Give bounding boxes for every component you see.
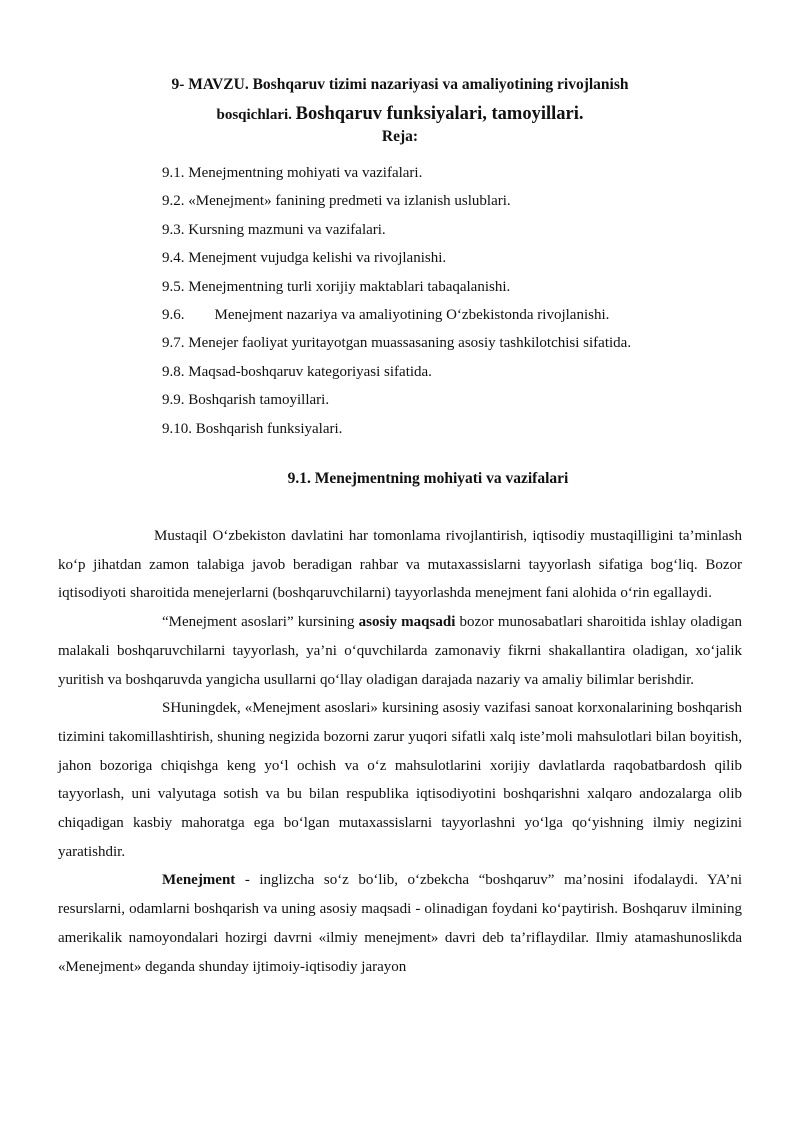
plan-item xyxy=(162,305,631,333)
section-heading: 9.1. Menejmentning mohiyati va vazifalari xyxy=(287,470,569,487)
plan-item xyxy=(162,248,631,276)
plan-item-number: 9.8. xyxy=(162,363,185,380)
topic-subtitle-small: bosqichlari. xyxy=(216,107,296,123)
plan-item-number: 9.9. xyxy=(162,392,185,409)
plan-item-number: 9.4. xyxy=(162,250,185,267)
plan-item xyxy=(162,220,631,248)
paragraph-text: “Menejment asoslari” kursining xyxy=(162,614,359,631)
topic-subtitle-large: Boshqaruv funksiyalari, tamoyillari. xyxy=(295,104,584,124)
plan-item-number: 9.10. xyxy=(162,420,192,437)
plan-item xyxy=(162,419,631,447)
bold-term: Menejment xyxy=(162,872,236,889)
plan-item-text: Kursning mazmuni va vazifalari. xyxy=(188,221,386,238)
plan-item xyxy=(162,362,631,390)
paragraph: SHuningdek, «Menejment asoslari» kursining asosiy vazifasi sanoat korxonalarining boshqarish tizimini takomillashtirish, shuning negizida bozorni zarur yuqori sifatli xalq iste’moli mahsulotlari bilan boyitish, jahon bozoriga chiqishga keng yo‘l ochish va o‘z mahsulotlarini xorijiy davlatlarda raqobatbardosh qilib tayyorlash, uni valyutaga sotish va bu bilan respublika iqtisodiyotini boshqarishni xalqaro andozalarga olib chiqadigan kasbiy mahoratga ega bo‘lgan mutaxassislarni tayyorlashni yo‘lga qo‘yishning ilmiy negizini yaratishdir. xyxy=(58,700,742,860)
topic-subtitle xyxy=(0,104,800,125)
plan-item-text: Boshqarish tamoyillari. xyxy=(188,392,330,409)
plan-item-text: Menejmentning turli xorijiy maktablari tabaqalanishi. xyxy=(188,278,511,295)
plan-item-text: Menejment nazariya va amaliyotining O‘zbekistonda rivojlanishi. xyxy=(214,306,610,323)
plan-item xyxy=(162,191,631,219)
paragraph: Mustaqil O‘zbekiston davlatini har tomonlama rivojlantirish, iqtisodiy mustaqilligini ta’minlash ko‘p jihatdan zamon talabiga javob beradigan rahbar va mutaxassislarni tayyorlash sifatiga bog‘liq. Bozor iqtisodiyoti sharoitida menejerlarni (boshqaruvchilarni) tayyorlashda menejment fani alohida o‘rin egallaydi. xyxy=(58,528,742,602)
plan-item-number: 9.7. xyxy=(162,335,185,352)
plan-item xyxy=(162,333,631,361)
plan-item-number: 9.2. xyxy=(162,193,185,210)
plan-item-text: Menejer faoliyat yuritayotgan muassasaning asosiy tashkilotchisi sifatida. xyxy=(188,335,632,352)
plan-item-text: Boshqarish funksiyalari. xyxy=(195,420,343,437)
plan-item xyxy=(162,390,631,418)
plan-item-text: Maqsad-boshqaruv kategoriyasi sifatida. xyxy=(188,363,432,380)
plan-heading: Reja: xyxy=(381,128,419,145)
plan-item-number: 9.5. xyxy=(162,278,185,295)
plan-list xyxy=(162,163,631,447)
plan-item-number: 9.3. xyxy=(162,221,185,238)
plan-item-number: 9.1. xyxy=(162,165,185,181)
bold-term: asosiy maqsadi xyxy=(358,614,456,631)
plan-item xyxy=(162,277,631,305)
paragraph-text: - inglizcha so‘z bo‘lib, o‘zbekcha “boshqaruv” ma’nosini ifodalaydi. YA’ni resurslarni, odamlarni boshqarish va uning asosiy maqsadi - olinadigan foydani ko‘paytirish. Boshqaruv ilmining amerikalik namoyondalari hozirgi davrni «ilmiy menejment» davri deb ta’riflaydilar. Ilmiy atamashunoslikda «Menejment» deganda shunday ijtimoiy-iqtisodiy jarayon xyxy=(58,872,742,975)
paragraph-text: bozor munosabatlari sharoitida ishlay oladigan malakali boshqaruvchilarni tayyorlash, ya’ni o‘quvchilarda zamonaviy fikrni shakallantira oladigan, xo‘jalik yuritish va boshqaruvda yangicha usullarni qo‘llay oladigan darajada nazariy va amaliy bilimlar berishdir. xyxy=(58,614,742,688)
plan-item-text: «Menejment» fanining predmeti va izlanish uslublari. xyxy=(188,193,511,210)
section-body xyxy=(58,522,742,981)
paragraph xyxy=(58,608,742,694)
plan-item-number: 9.6. xyxy=(162,306,185,323)
topic-title: 9- MAVZU. Boshqaruv tizimi nazariyasi va amaliyotining rivojlanish xyxy=(171,76,629,93)
plan-item-text: Menejment vujudga kelishi va rivojlanishi. xyxy=(188,250,447,267)
plan-item xyxy=(162,163,631,191)
plan-item-text: Menejmentning mohiyati va vazifalari. xyxy=(188,165,423,181)
paragraph xyxy=(58,866,742,981)
